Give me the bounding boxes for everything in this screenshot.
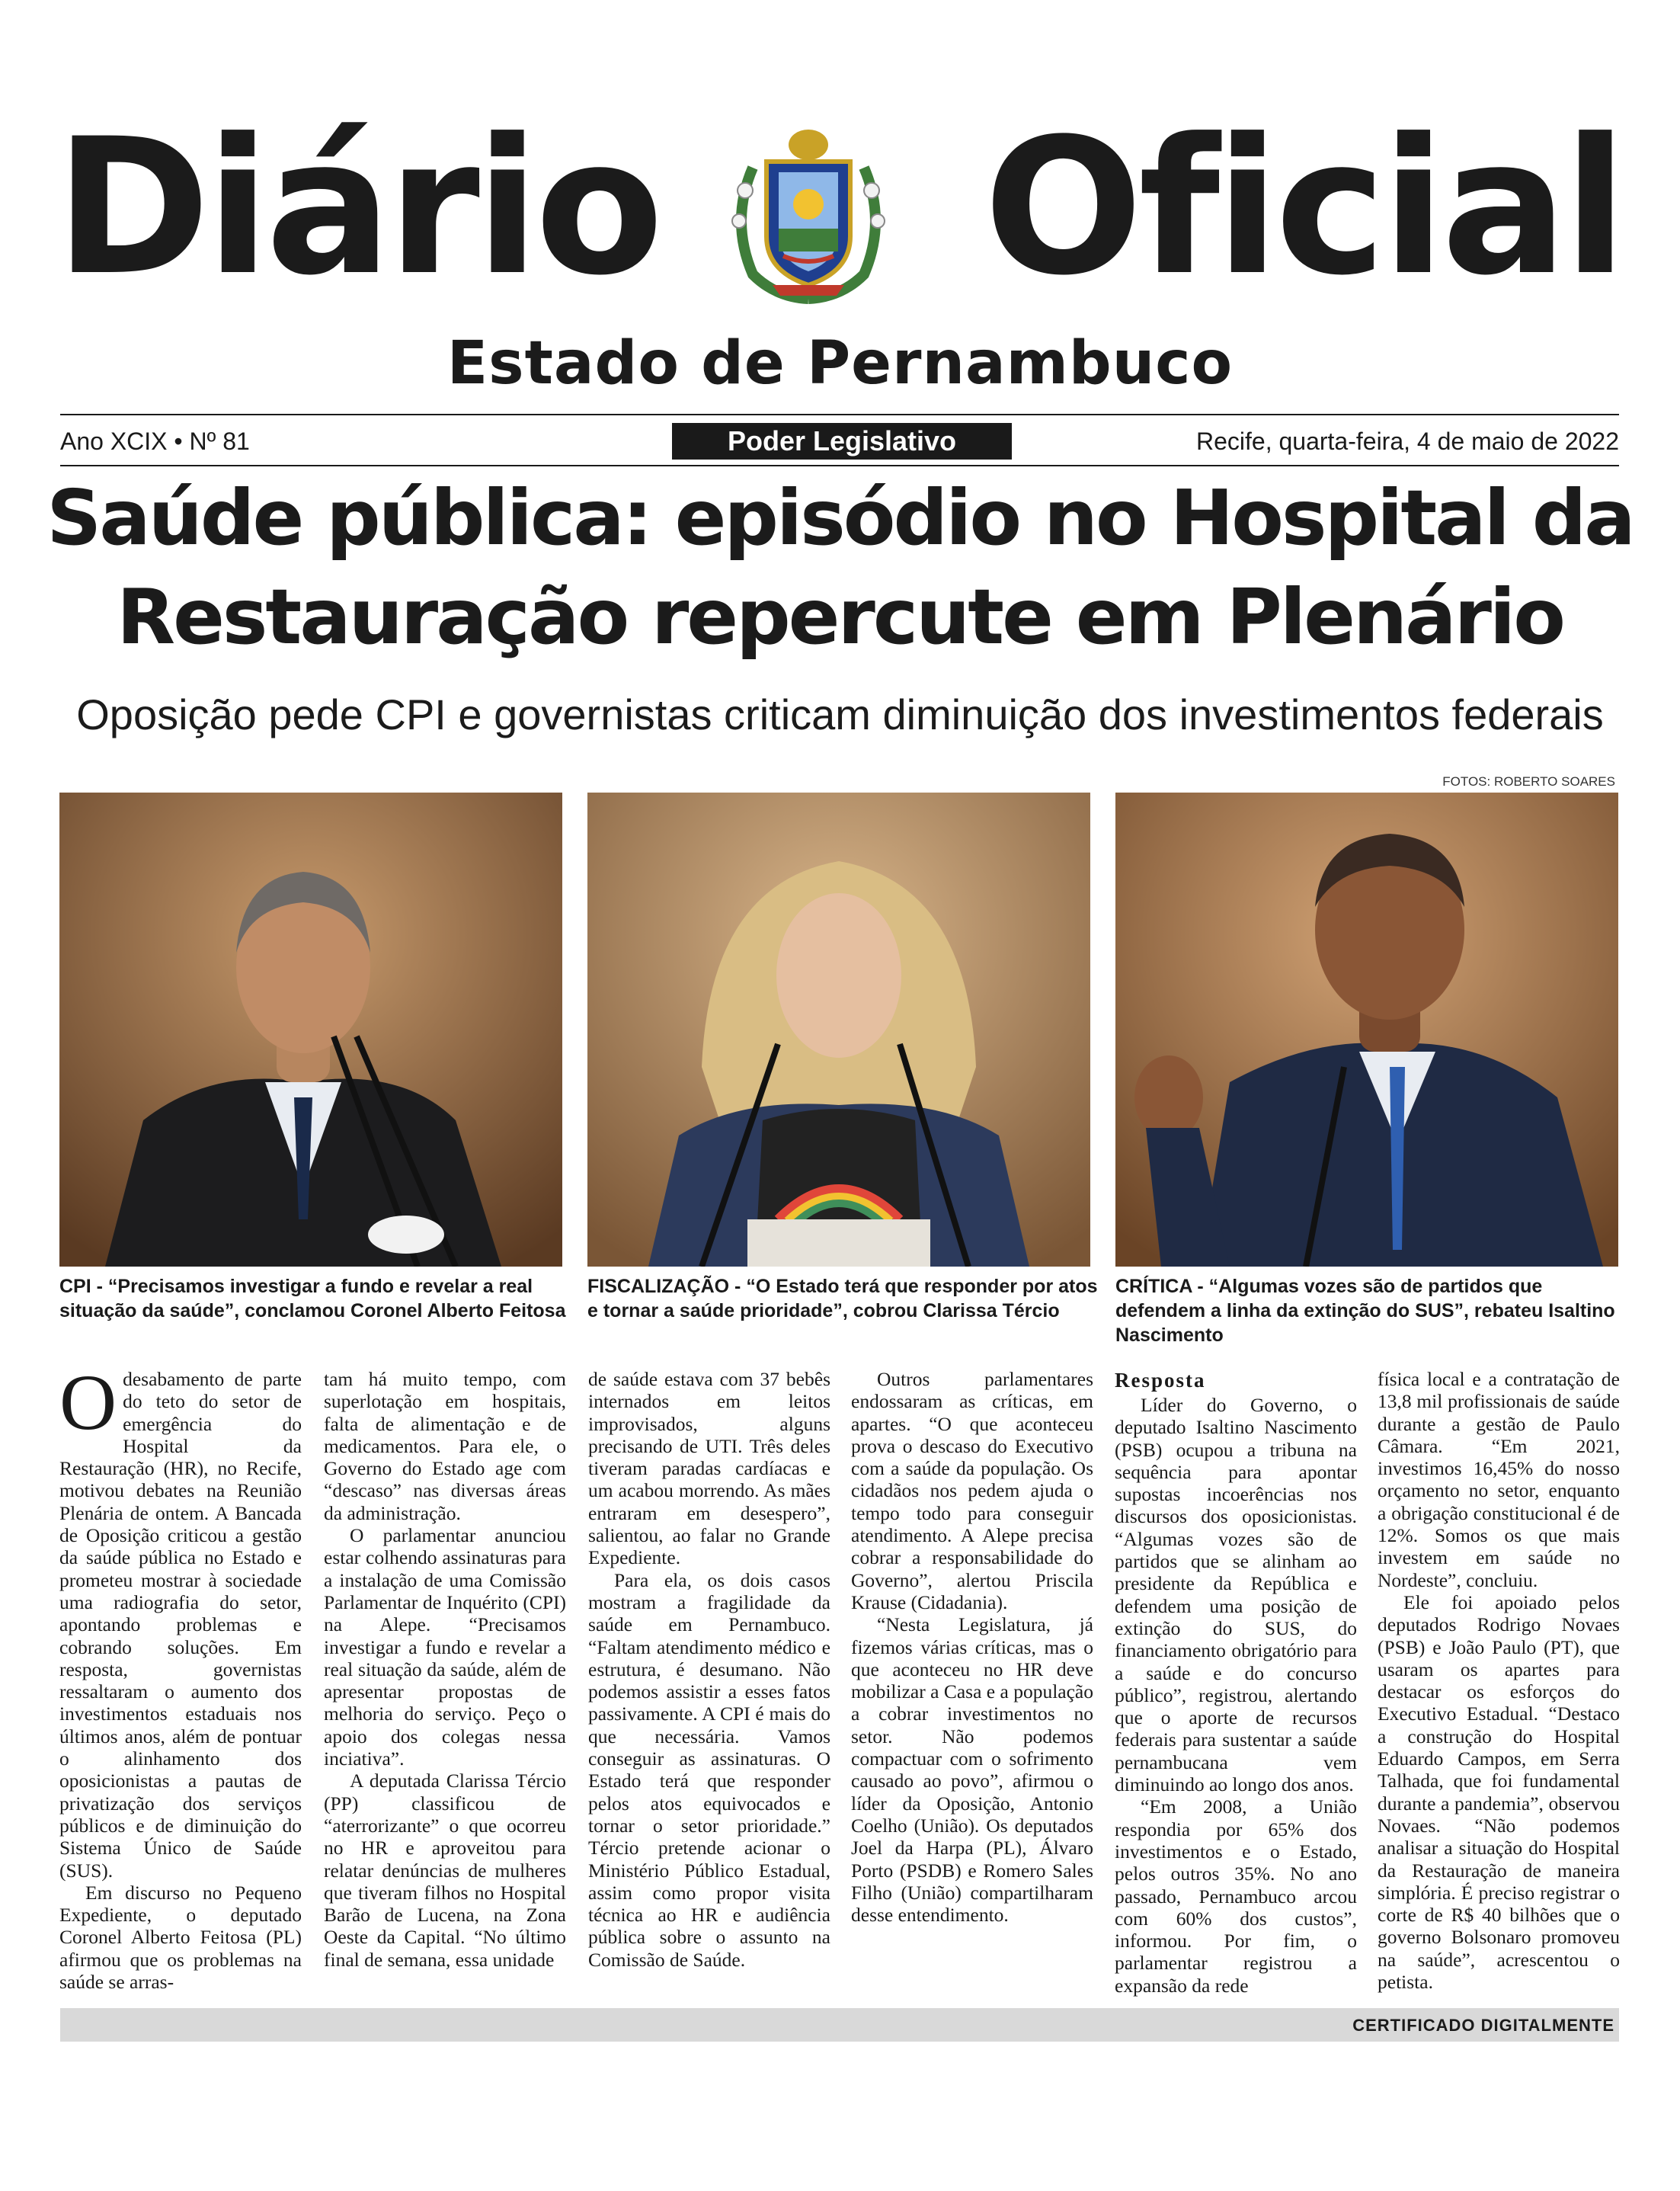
article-column-6 bbox=[1378, 1368, 1620, 1993]
photo-isaltino-nascimento bbox=[1115, 793, 1618, 1267]
edition-date: Recife, quarta-feira, 4 de maio de 2022 bbox=[1196, 428, 1619, 455]
photo-clarissa-tercio bbox=[587, 793, 1090, 1267]
section-subtitle: Resposta bbox=[1115, 1369, 1206, 1392]
article-paragraph: Outros parlamentares endossaram as críticas, em apartes. “O que aconteceu prova o descaso do Executivo com a saúde da população. Os cidadãos nos pedem ajuda o tempo todo para conseguir atendimento. A Alepe precisa cobrar a responsabilidade do Governo”, alertou Priscila Krause (Cidadania). bbox=[851, 1368, 1093, 1613]
article-paragraph: tam há muito tempo, com superlotação em hospitais, falta de alimentação e de medicamentos. Para ele, o Governo do Estado age com “descaso” nas diversas áreas da administração. bbox=[324, 1368, 566, 1524]
article-column-1 bbox=[59, 1359, 302, 1994]
article-paragraph: Para ela, os dois casos mostram a fragilidade da saúde em Pernambuco. “Faltam atendimento médico e estrutura, é desumano. Não podemos assistir a esses fatos passivamente. A CPI é mais do que necessária. Vamos conseguir as assinaturas. O Estado terá que responder pelos atos equivocados e tornar o setor prioridade.” Tércio pretende acionar o Ministério Público Estadual, assim como propor visita técnica ao HR e audiência pública sobre o assunto na Comissão de Saúde. bbox=[588, 1568, 830, 1971]
divider-top bbox=[60, 414, 1619, 415]
article-paragraph: desabamento de parte do teto do setor de emergência do Hospital da Restauração (HR), no Recife, motivou debates na Reunião Plenária de ontem. A Bancada de Oposição criticou a gestão da saúde pública no Estado e prometeu mostrar à sociedade uma radiografia do setor, apontando problemas e cobrando soluções. Em resposta, governistas ressaltaram o aumento dos investimentos estaduais nos últimos anos, além de pontuar o alinhamento dos oposicionistas a pautas de privatização dos serviços públicos e de diminuição do Sistema Único de Saúde (SUS). bbox=[59, 1368, 302, 1882]
article-paragraph: de saúde estava com 37 bebês internados em leitos improvisados, alguns precisando de UTI. Três deles tiveram paradas cardíacas e um acabou morrendo. As mães entraram em desespero”, salientou, ao falar no Grande Expediente. bbox=[588, 1368, 830, 1569]
article-paragraph: Ele foi apoiado pelos deputados Rodrigo Novaes (PSB) e João Paulo (PT), que usaram os apartes para destacar os esforços do Executivo Estadual. “Destaco a construção do Hospital Eduardo Campos, em Serra Talhada, que foi fundamental durante a pandemia”, observou Novaes. “Não podemos analisar a situação do Hospital da Restauração de maneira simplória. É preciso registrar o corte de R$ 40 bilhões que o governo Bolsonaro promoveu na saúde”, acrescentou o petista. bbox=[1378, 1590, 1620, 1994]
section-tag: Poder Legislativo bbox=[672, 423, 1012, 460]
article-column-3 bbox=[588, 1368, 830, 1971]
article-paragraph: física local e a contratação de 13,8 mil profissionais de saúde durante a gestão de Paulo Câmara. “Em 2021, investimos 16,45% do nosso orçamento no setor, enquanto a obrigação constitucional é de 12%. Somos os que mais investem em saúde no Nordeste”, concluiu. bbox=[1378, 1368, 1620, 1591]
headline: Saúde pública: episódio no Hospital da Restauração repercute em Plenário bbox=[46, 473, 1634, 661]
article-column-5 bbox=[1115, 1368, 1357, 1997]
photo-alberto-feitosa bbox=[59, 793, 562, 1267]
article-paragraph: “Em 2008, a União respondia por 65% dos investimentos e o Estado, pelos outros 35%. No ano passado, Pernambuco arcou com 60% dos custos”, informou. Por fim, o parlamentar registrou a expansão da rede bbox=[1115, 1795, 1357, 1997]
photo-caption-1: CPI - “Precisamos investigar a fundo e revelar a real situação da saúde”, conclamou Coronel Alberto Feitosa bbox=[59, 1276, 566, 1321]
subheadline: Oposição pede CPI e governistas criticam diminuição dos investimentos federais bbox=[76, 690, 1604, 738]
coat-of-arms-icon bbox=[722, 122, 894, 305]
dropcap: O bbox=[59, 1359, 117, 1446]
masthead-title-right: Oficial bbox=[984, 99, 1623, 317]
article-column-4 bbox=[851, 1368, 1093, 1926]
article-column-2 bbox=[324, 1368, 566, 1971]
masthead-title-left: Diário bbox=[55, 99, 660, 317]
photo-caption-2: FISCALIZAÇÃO - “O Estado terá que responder por atos e tornar a saúde prioridade”, cobrou Clarissa Tércio bbox=[587, 1276, 1098, 1321]
photo-credit: FOTOS: ROBERTO SOARES bbox=[1442, 774, 1615, 789]
photo-caption-3: CRÍTICA - “Algumas vozes são de partidos que defendem a linha da extinção do SUS”, rebateu Isaltino Nascimento bbox=[1115, 1276, 1615, 1346]
article-paragraph: “Nesta Legislatura, já fizemos várias críticas, mas o que aconteceu no HR deve mobilizar a Casa e a população a cobrar investimentos no setor. Não podemos compactuar com o sofrimento causado ao povo”, afirmou o líder da Oposição, Antonio Coelho (União). Os deputados Joel da Harpa (PL), Álvaro Porto (PSDB) e Romero Sales Filho (União) compartilharam desse entendimento. bbox=[851, 1613, 1093, 1927]
article-paragraph: O parlamentar anunciou estar colhendo assinaturas para a instalação de uma Comissão Parlamentar de Inquérito (CPI) na Alepe. “Precisamos investigar a fundo e revelar a real situação da saúde, além de apresentar propostas de melhoria do serviço. Peço o apoio dos colegas nessa inciativa”. bbox=[324, 1524, 566, 1770]
article-paragraph: Em discurso no Pequeno Expediente, o deputado Coronel Alberto Feitosa (PL) afirmou que os problemas na saúde se arras- bbox=[59, 1881, 302, 1994]
certification-label: CERTIFICADO DIGITALMENTE bbox=[1352, 2016, 1614, 2035]
divider-bottom bbox=[60, 465, 1619, 466]
article-paragraph: Líder do Governo, o deputado Isaltino Nascimento (PSB) ocupou a tribuna na sequência para apontar supostas incoerências nos discursos dos oposicionistas. “Algumas vozes são de partidos que se alinham ao presidente da República e defendem uma posição de extinção do SUS, do financiamento obrigatório para a saúde e do concurso público”, registrou, alertando que o aporte de recursos federais para sustentar a saúde pernambucana vem diminuindo ao longo dos anos. bbox=[1115, 1394, 1357, 1796]
masthead-subtitle: Estado de Pernambuco bbox=[446, 329, 1234, 398]
article-paragraph: A deputada Clarissa Tércio (PP) classificou de “aterrorizante” o que ocorreu no HR e aproveitou para relatar denúncias de mulheres que tiveram filhos no Hospital Barão de Lucena, na Zona Oeste da Capital. “No último final de semana, essa unidade bbox=[324, 1770, 566, 1971]
issue-number: Ano XCIX • Nº 81 bbox=[60, 428, 250, 455]
